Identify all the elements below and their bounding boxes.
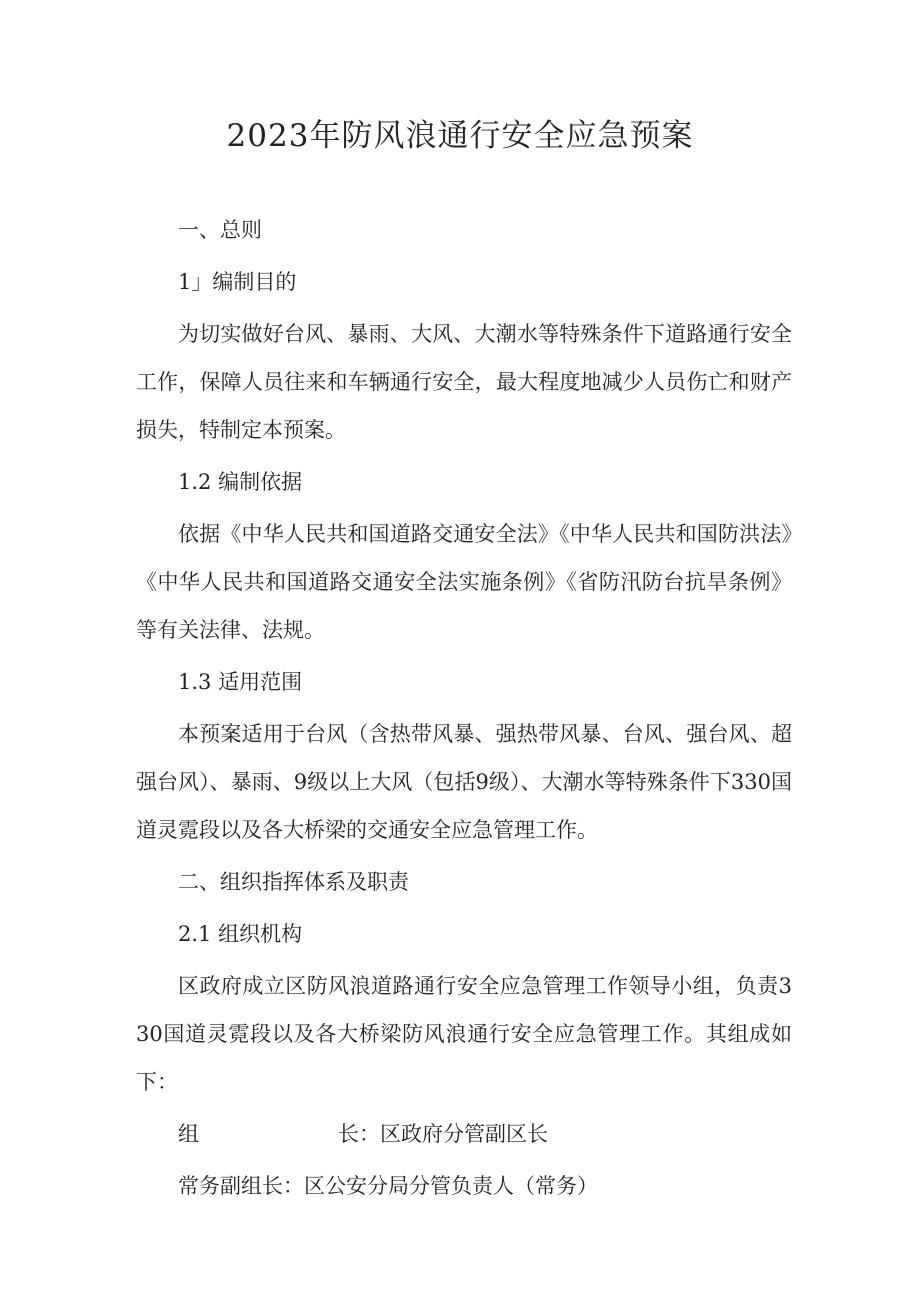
roster-leader-label: 组 [178,1122,199,1146]
paragraph-basis: 依据《中华人民共和国道路交通安全法》《中华人民共和国防洪法》《中华人民共和国道路交通安全法实施条例》《省防汛防台抗旱条例》等有关法律、法规。 [136,522,792,642]
document-title: 2023年防风浪通行安全应急预案 [226,118,694,154]
roster-deputy-line: 常务副组长：区公安分局分管负责人（常务） [178,1174,598,1198]
section-heading-general: 一、总则 [178,218,262,242]
roster-leader-value: 长：区政府分管副区长 [338,1122,548,1146]
subheading-scope: 1.3 适用范围 [178,670,303,694]
roster-leader-line [136,1110,792,1158]
subheading-basis: 1.2 编制依据 [178,470,303,494]
subheading-organization-structure: 2.1 组织机构 [178,922,303,946]
document-body [136,206,792,1210]
paragraph-purpose: 为切实做好台风、暴雨、大风、大潮水等特殊条件下道路通行安全工作，保障人员往来和车辆通行安全，最大程度地减少人员伤亡和财产损失，特制定本预案。 [136,322,792,442]
paragraph-scope: 本预案适用于台风（含热带风暴、强热带风暴、台风、强台风、超强台风）、暴雨、9级以上大风（包括9级）、大潮水等特殊条件下330国道灵霓段以及各大桥梁的交通安全应急管理工作。 [136,722,792,842]
subheading-purpose: 1」编制目的 [178,270,297,294]
section-heading-organization: 二、组织指挥体系及职责 [178,870,409,894]
paragraph-organization: 区政府成立区防风浪道路通行安全应急管理工作领导小组，负责330国道灵霓段以及各大桥梁防风浪通行安全应急管理工作。其组成如下： [136,974,792,1094]
